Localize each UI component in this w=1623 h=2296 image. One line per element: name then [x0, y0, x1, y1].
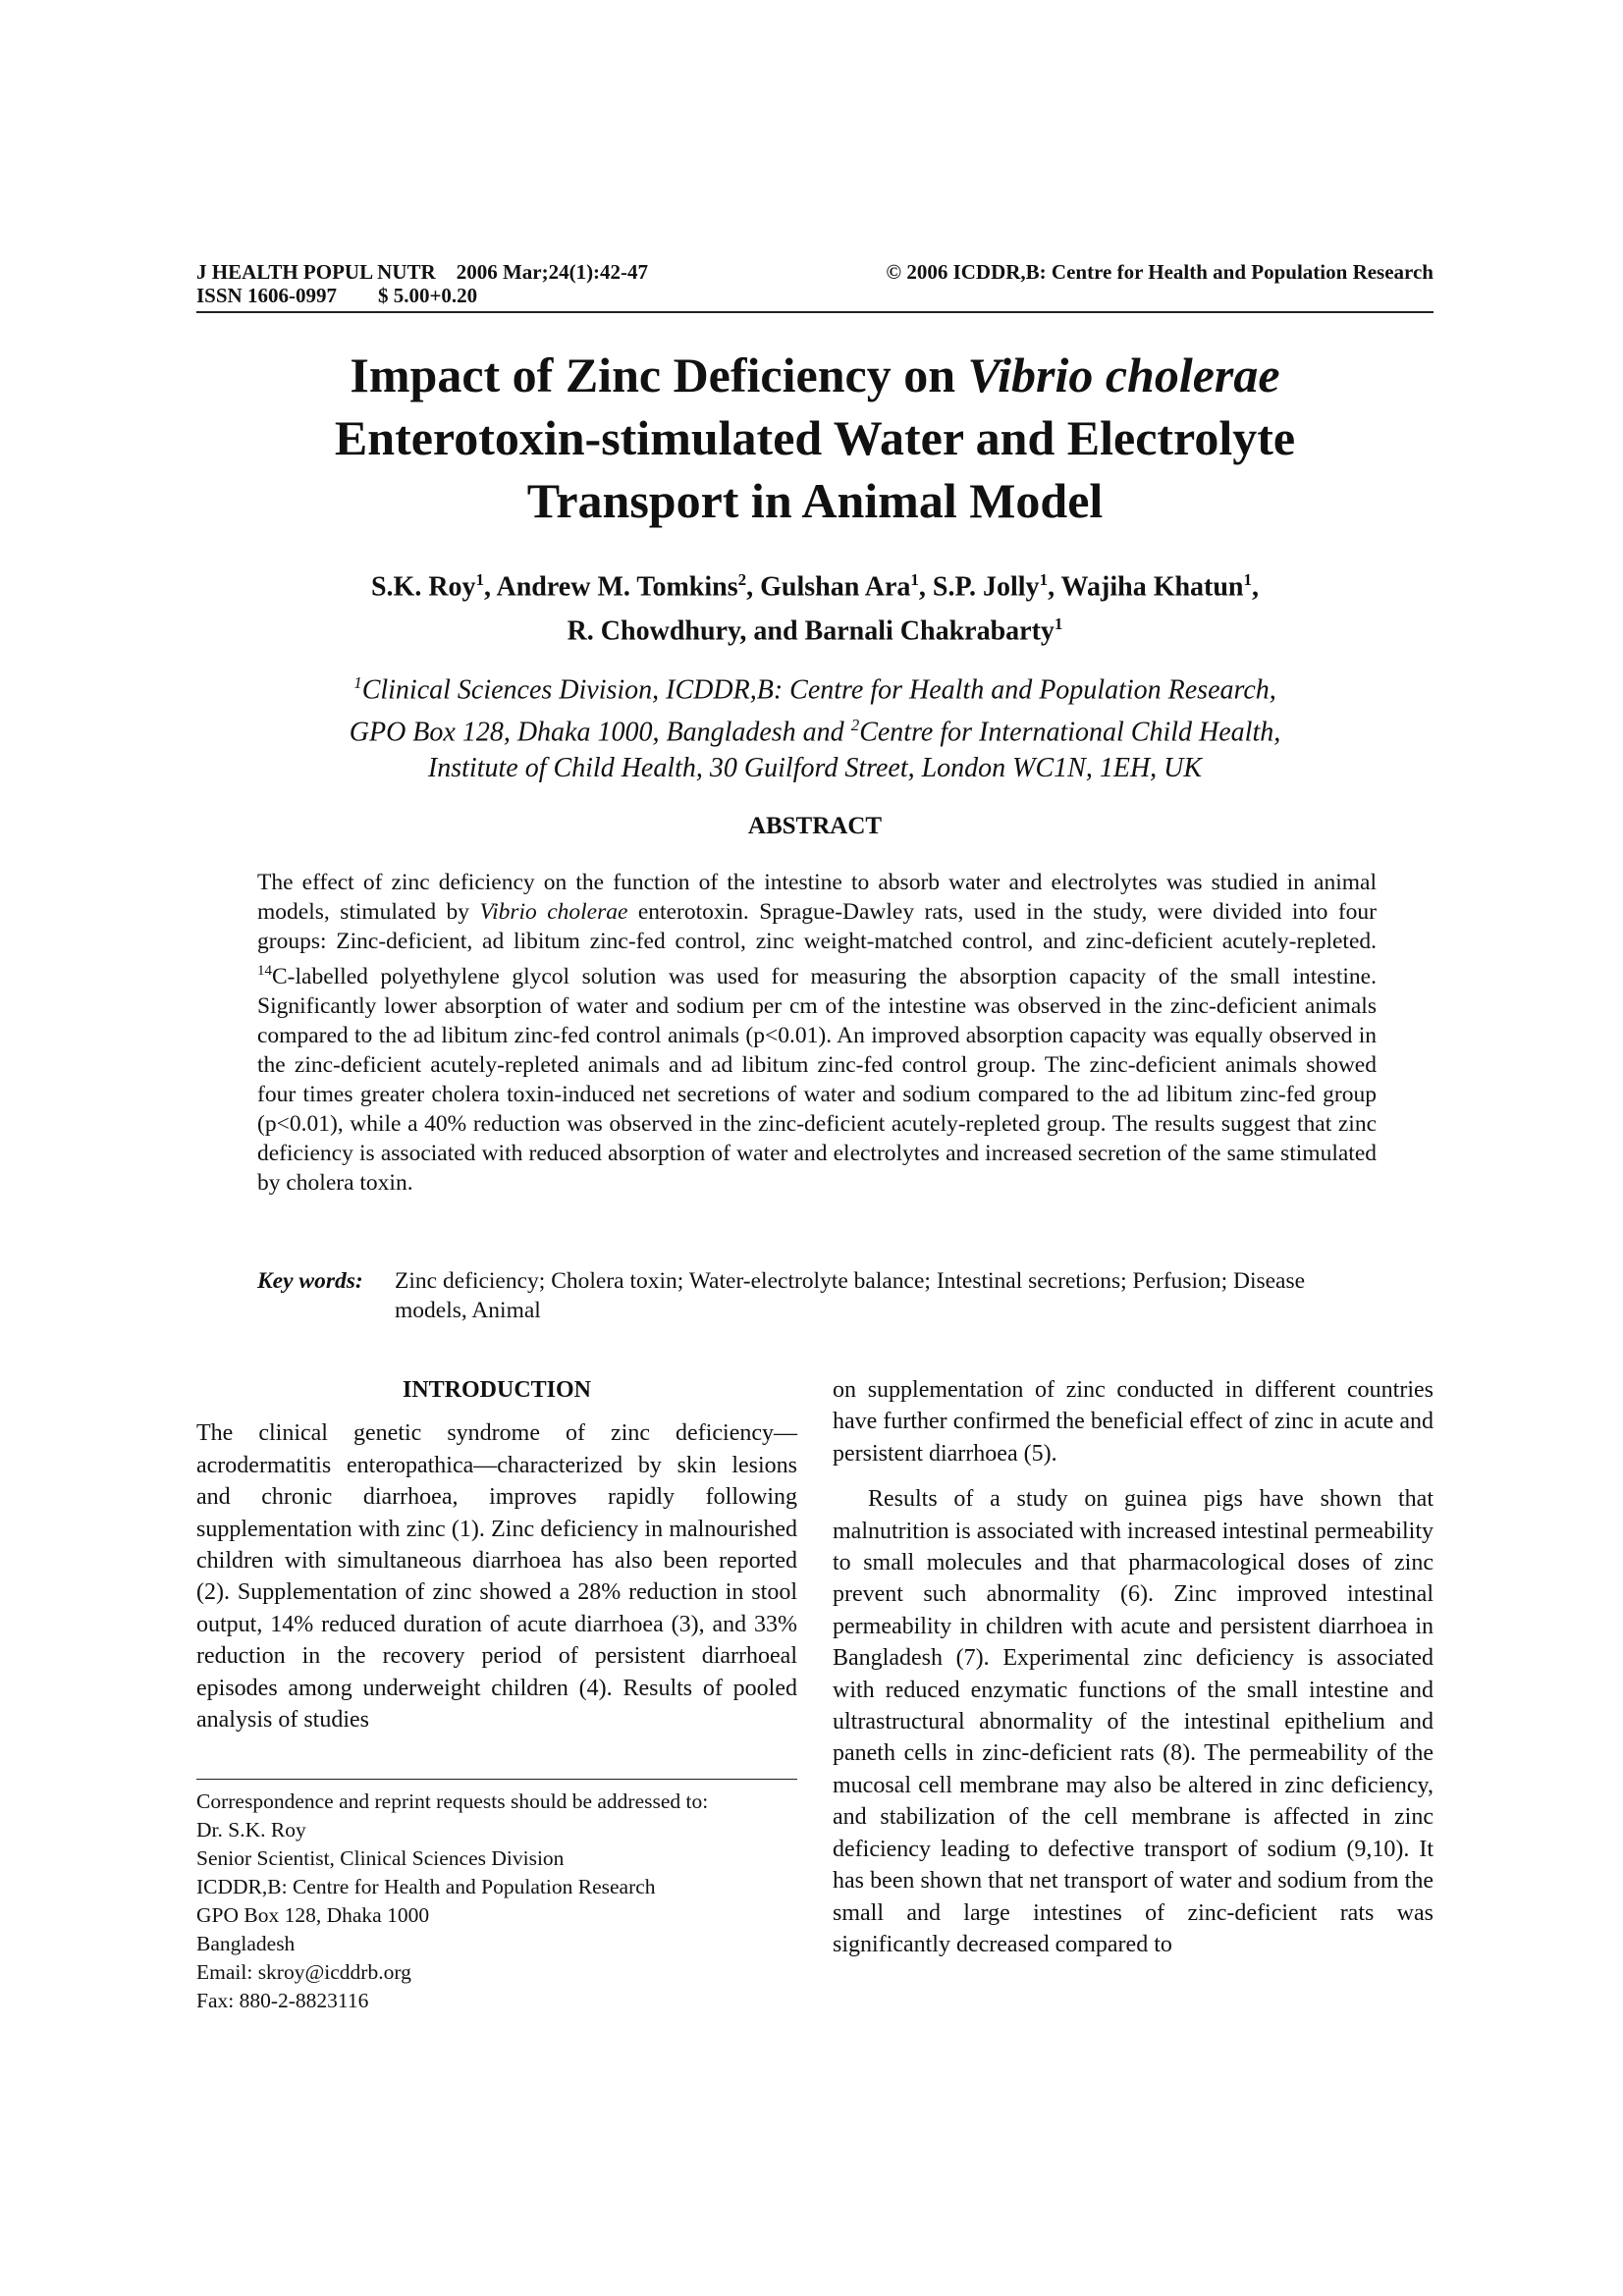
author: , Wajiha Khatun	[1048, 571, 1244, 603]
title-line-3: Transport in Animal Model	[526, 473, 1104, 528]
paragraph: The clinical genetic syndrome of zinc deficiency—acrodermatitis enteropathica—characterized by skin lesions and chronic diarrhoea, improves rapidly following supplementation with zinc (1). Zinc deficiency in malnourished children with simultaneous diarrhoea has also been reported (2). Supplementation of zinc showed a 28% reduction in stool output, 14% reduced duration of acute diarrhoea (3), and 33% reduction in the recovery period of persistent diarrhoeal episodes among underweight children (4). Results of pooled analysis of studies	[196, 1420, 797, 1734]
paragraph: on supplementation of zinc conducted in different countries have further confirmed the beneficial effect of zinc in acute and persistent diarrhoea (5).	[833, 1377, 1434, 1467]
issn: ISSN 1606-0997	[196, 284, 337, 307]
correspondence-line: ICDDR,B: Centre for Health and Population Research	[196, 1875, 656, 1898]
journal-citation	[196, 260, 648, 284]
abstract-text: The effect of zinc deficiency on the function of the intestine to absorb water and electrolytes was studied in animal models, stimulated by	[257, 870, 1377, 925]
correspondence-email: Email: skroy@icddrb.org	[196, 1960, 411, 1984]
journal-name: J HEALTH POPUL NUTR	[196, 260, 436, 284]
author: , Gulshan Ara	[746, 571, 911, 603]
author-separator: ,	[1252, 571, 1260, 603]
abstract-species: Vibrio cholerae	[479, 899, 628, 925]
affil-line: Clinical Sciences Division, ICDDR,B: Centre for Health and Population Research,	[361, 674, 1276, 706]
author-affil-mark: 1	[910, 570, 919, 589]
title-line-1: Impact of Zinc Deficiency on	[350, 347, 968, 402]
footnote-divider	[196, 1779, 797, 1780]
correspondence-fax: Fax: 880-2-8823116	[196, 1989, 369, 2012]
abstract-text: enterotoxin. Sprague-Dawley rats, used in the study, were divided into four groups: Zinc-deficient, ad libitum zinc-fed control, zinc weight-matched control, and zinc-deficient acutely-repleted.	[257, 899, 1378, 954]
author-affil-mark: 1	[1039, 570, 1049, 589]
section-heading-introduction: INTRODUCTION	[402, 1377, 592, 1403]
header-divider	[196, 311, 1434, 313]
paragraph: Results of a study on guinea pigs have shown that malnutrition is associated with increased intestinal permeability to small molecules and that pharmacological doses of zinc prevent such abnormality (6). Zinc improved intestinal permeability in children with acute and persistent diarrhoea in Bangladesh (7). Experimental zinc deficiency is associated with reduced enzymatic functions of the small intestine and ultrastructural abnormality of the intestinal epithelium and paneth cells in zinc-deficient rats (8). The permeability of the mucosal cell membrane may also be altered in zinc deficiency, and stabilization of the cell membrane is affected in zinc deficiency leading to defective transport of sodium (9,10). It has been shown that net transport of water and sodium from the small and large intestines of zinc-deficient rats was significantly decreased compared to	[833, 1486, 1434, 1957]
author-affil-mark: 1	[1243, 570, 1253, 589]
author: , Andrew M. Tomkins	[484, 571, 738, 603]
affil-line: Institute of Child Health, 30 Guilford Street, London WC1N, 1EH, UK	[427, 752, 1203, 783]
citation: 2006 Mar;24(1):42-47	[456, 260, 649, 284]
keywords	[257, 1266, 1377, 1325]
abstract-text: C-labelled polyethylene glycol solution was used for measuring the absorption capacity of the small intestine. Significantly lower absorption of water and sodium per cm of the intestine was observed in the zinc-deficient animals compared to the ad libitum zinc-fed control animals (p<0.01). An improved absorption capacity was equally observed in the zinc-deficient acutely-repleted animals and ad libitum zinc-fed control group. The zinc-deficient animals showed four times greater cholera toxin-induced net secretions of water and sodium compared to the ad libitum zinc-fed group (p<0.01), while a 40% reduction was observed in the zinc-deficient acutely-repleted group. The results suggest that zinc deficiency is associated with reduced absorption of water and electrolytes and increased secretion of the same stimulated by cholera toxin.	[257, 963, 1377, 1196]
correspondence-line: Correspondence and reprint requests should be addressed to:	[196, 1789, 709, 1813]
correspondence-line: Dr. S.K. Roy	[196, 1818, 306, 1842]
keywords-label: Key words:	[257, 1268, 363, 1294]
author-affil-mark: 1	[475, 570, 485, 589]
copyright: © 2006 ICDDR,B: Centre for Health and Population Research	[886, 260, 1434, 284]
author: S.K. Roy	[370, 571, 476, 603]
price: $ 5.00+0.20	[377, 284, 478, 307]
left-column	[196, 1374, 797, 1735]
affil-mark: 2	[850, 716, 860, 735]
affiliations	[196, 666, 1434, 786]
author-affil-mark: 1	[1054, 614, 1063, 634]
running-header	[196, 260, 1434, 307]
affil-mark: 1	[353, 673, 362, 692]
correspondence-line: Bangladesh	[196, 1932, 296, 1955]
abstract-body	[257, 868, 1377, 1198]
title-species: Vibrio cholerae	[967, 347, 1280, 402]
title-line-2: Enterotoxin-stimulated Water and Electrolyte	[334, 410, 1296, 465]
correspondence-line: Senior Scientist, Clinical Sciences Division	[196, 1846, 565, 1870]
correspondence-footnote	[196, 1779, 797, 2015]
author-list	[196, 561, 1434, 651]
author-affil-mark: 2	[737, 570, 747, 589]
affil-line: GPO Box 128, Dhaka 1000, Bangladesh and	[349, 717, 851, 748]
correspondence-line: GPO Box 128, Dhaka 1000	[196, 1903, 430, 1927]
affil-line: Centre for International Child Health,	[859, 717, 1281, 748]
abstract-heading: ABSTRACT	[747, 813, 883, 839]
right-column	[833, 1374, 1434, 1960]
author: , S.P. Jolly	[918, 571, 1040, 603]
paper-title	[196, 344, 1434, 532]
author: R. Chowdhury, and Barnali Chakrabarty	[567, 615, 1055, 647]
keywords-text: Zinc deficiency; Cholera toxin; Water-electrolyte balance; Intestinal secretions; Perfusion; Disease models, Animal	[395, 1268, 1306, 1323]
isotope-mark: 14	[257, 963, 272, 979]
